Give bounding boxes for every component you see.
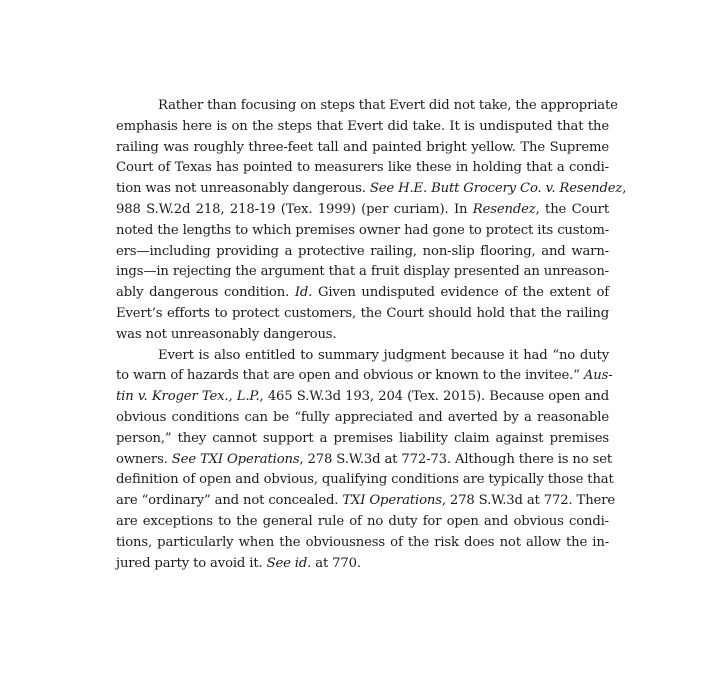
citation-italic-text: Aus- [583, 368, 613, 384]
text-line [116, 408, 609, 429]
body-text: , the Court [535, 201, 609, 217]
text-line [116, 366, 613, 387]
citation-italic-text: See TXI Operations [171, 451, 300, 467]
body-text: at 770. [311, 555, 361, 571]
body-text: ably dangerous condition. [116, 285, 295, 301]
body-text: person,” they cannot support a premises liability claim against premises [116, 430, 609, 446]
body-text: ers—including providing a protective railing, non-slip flooring, and warn- [116, 243, 609, 259]
text-line [116, 491, 616, 512]
body-text: , 465 S.W.3d 193, 204 (Tex. 2015). Because open and [259, 389, 609, 405]
text-line [116, 117, 609, 138]
text-line [116, 283, 609, 304]
body-text: railing was roughly three-feet tall and painted bright yellow. The Supreme [116, 139, 609, 155]
text-line [116, 512, 609, 533]
body-text: ings—in rejecting the argument that a fruit display presented an unreason- [116, 264, 609, 280]
document-page [116, 96, 627, 574]
body-text: definition of open and obvious, qualifying conditions are typically those that [116, 472, 614, 488]
text-line [116, 429, 609, 450]
text-line [116, 554, 609, 575]
body-text: tions, particularly when the obviousness of the risk does not allow the in- [116, 534, 609, 550]
body-text: tion was not unreasonably dangerous. [116, 181, 370, 197]
citation-italic-text: See H.E. Butt Grocery Co. v. Resendez [369, 181, 623, 197]
body-text: Evert is also entitled to summary judgment because it had “no duty [158, 347, 609, 363]
text-line [116, 533, 609, 554]
body-text: noted the lengths to which premises owner had gone to protect its custom- [116, 222, 609, 238]
text-line [116, 138, 609, 159]
body-text: emphasis here is on the steps that Evert did take. It is undisputed that the [116, 118, 609, 134]
text-line [116, 450, 613, 471]
text-line [116, 325, 609, 346]
text-line [116, 387, 609, 408]
body-text: are “ordinary” and not concealed. [116, 493, 343, 509]
body-text: , [622, 181, 627, 197]
text-line [116, 158, 609, 179]
body-text: Given undisputed evidence of the extent of [312, 285, 609, 301]
body-text: owners. [116, 451, 172, 467]
body-text: are exceptions to the general rule of no duty for open and obvious condi- [116, 513, 609, 529]
body-text: to warn of hazards that are open and obvious or known to the invitee.” [116, 368, 584, 384]
paragraph [116, 346, 616, 575]
body-text: 988 S.W.2d 218, 218-19 (Tex. 1999) (per curiam). In [116, 201, 473, 217]
body-text: Rather than focusing on steps that Evert did not take, the appropriate [158, 98, 618, 113]
text-line [116, 242, 609, 263]
citation-italic-text: See id. [266, 555, 312, 571]
citation-italic-text: Resendez [472, 201, 536, 217]
citation-italic-text: Id. [294, 285, 313, 301]
body-text: jured party to avoid it. [116, 555, 267, 571]
citation-italic-text: tin v. Kroger Tex., L.P. [116, 389, 260, 405]
text-line [116, 221, 609, 242]
paragraph [116, 96, 627, 346]
body-text: , 278 S.W.3d at 772-73. Although there is no set [299, 451, 613, 467]
body-text: Evert’s efforts to protect customers, the Court should hold that the railing [116, 305, 609, 321]
text-line [116, 304, 609, 325]
text-line [116, 96, 618, 117]
body-text: was not unreasonably dangerous. [116, 326, 337, 342]
body-text: Court of Texas has pointed to measurers like these in holding that a condi- [116, 160, 609, 176]
body-text: , 278 S.W.3d at 772. There [441, 493, 616, 509]
text-line [116, 470, 614, 491]
text-line [116, 346, 609, 367]
text-line [116, 179, 627, 200]
text-line [116, 200, 609, 221]
body-text: obvious conditions can be “fully appreciated and averted by a reasonable [116, 409, 609, 425]
text-line [116, 262, 609, 283]
citation-italic-text: TXI Operations [342, 493, 442, 509]
